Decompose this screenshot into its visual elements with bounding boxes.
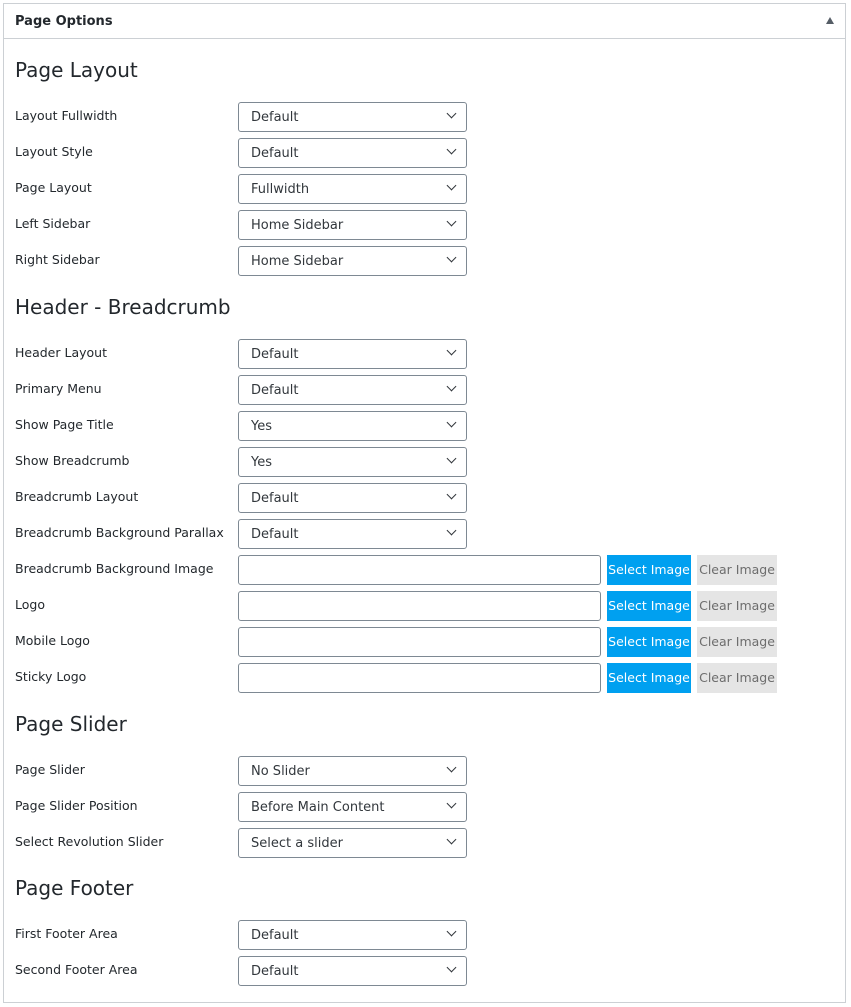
- field-label: First Footer Area: [15, 926, 118, 941]
- chevron-down-icon: [447, 346, 457, 356]
- field-primary-menu: [4, 375, 845, 405]
- breadcrumb-bg-image-input[interactable]: [238, 555, 601, 585]
- left-sidebar-select[interactable]: [238, 210, 467, 240]
- chevron-down-icon: [447, 217, 457, 227]
- select-value: Default: [251, 383, 299, 398]
- select-value: No Slider: [251, 764, 310, 779]
- field-show-page-title: [4, 411, 845, 441]
- field-breadcrumb-bg-parallax: [4, 519, 845, 549]
- field-label: Layout Style: [15, 144, 93, 159]
- chevron-down-icon: [447, 382, 457, 392]
- chevron-down-icon: [447, 927, 457, 937]
- select-value: Home Sidebar: [251, 254, 344, 269]
- chevron-down-icon: [447, 109, 457, 119]
- select-value: Before Main Content: [251, 800, 385, 815]
- field-label: Mobile Logo: [15, 633, 90, 648]
- layout-style-select[interactable]: [238, 138, 467, 168]
- select-image-button[interactable]: Select Image: [607, 591, 691, 621]
- page-options-panel: [3, 3, 846, 1003]
- field-right-sidebar: [4, 246, 845, 276]
- select-value: Fullwidth: [251, 182, 310, 197]
- field-label: Layout Fullwidth: [15, 108, 118, 123]
- select-value: Default: [251, 964, 299, 979]
- field-label: Page Layout: [15, 180, 92, 195]
- layout-fullwidth-select[interactable]: [238, 102, 467, 132]
- field-label: Left Sidebar: [15, 216, 91, 231]
- select-value: Default: [251, 347, 299, 362]
- field-left-sidebar: [4, 210, 845, 240]
- field-label: Breadcrumb Background Parallax: [15, 525, 224, 540]
- revolution-slider-select[interactable]: [238, 828, 467, 858]
- page-layout-select[interactable]: [238, 174, 467, 204]
- field-first-footer: [4, 920, 845, 950]
- field-label: Show Breadcrumb: [15, 453, 130, 468]
- field-page-slider: [4, 756, 845, 786]
- field-label: Right Sidebar: [15, 252, 100, 267]
- second-footer-select[interactable]: [238, 956, 467, 986]
- select-image-button[interactable]: Select Image: [607, 663, 691, 693]
- panel-title: Page Options: [15, 14, 113, 29]
- field-second-footer: [4, 956, 845, 986]
- field-layout-style: [4, 138, 845, 168]
- chevron-down-icon: [447, 835, 457, 845]
- select-value: Default: [251, 146, 299, 161]
- chevron-down-icon: [447, 799, 457, 809]
- mobile-logo-input[interactable]: [238, 627, 601, 657]
- collapse-arrow-icon[interactable]: [826, 17, 834, 24]
- chevron-down-icon: [447, 253, 457, 263]
- field-page-slider-position: [4, 792, 845, 822]
- select-value: Default: [251, 491, 299, 506]
- show-page-title-select[interactable]: [238, 411, 467, 441]
- select-value: Select a slider: [251, 836, 343, 851]
- chevron-down-icon: [447, 763, 457, 773]
- chevron-down-icon: [447, 963, 457, 973]
- primary-menu-select[interactable]: [238, 375, 467, 405]
- field-sticky-logo: [4, 663, 845, 693]
- select-value: Default: [251, 527, 299, 542]
- field-label: Page Slider Position: [15, 798, 138, 813]
- field-logo: [4, 591, 845, 621]
- field-label: Primary Menu: [15, 381, 102, 396]
- field-page-layout: [4, 174, 845, 204]
- sticky-logo-input[interactable]: [238, 663, 601, 693]
- field-show-breadcrumb: [4, 447, 845, 477]
- logo-input[interactable]: [238, 591, 601, 621]
- field-breadcrumb-layout: [4, 483, 845, 513]
- panel-header[interactable]: [4, 4, 845, 39]
- breadcrumb-layout-select[interactable]: [238, 483, 467, 513]
- field-label: Second Footer Area: [15, 962, 138, 977]
- select-image-button[interactable]: Select Image: [607, 627, 691, 657]
- select-value: Home Sidebar: [251, 218, 344, 233]
- section-heading-page-slider: Page Slider: [15, 712, 127, 736]
- chevron-down-icon: [447, 181, 457, 191]
- field-label: Breadcrumb Layout: [15, 489, 139, 504]
- chevron-down-icon: [447, 145, 457, 155]
- field-header-layout: [4, 339, 845, 369]
- clear-image-button[interactable]: Clear Image: [697, 663, 777, 693]
- field-label: Breadcrumb Background Image: [15, 561, 214, 576]
- field-label: Sticky Logo: [15, 669, 87, 684]
- field-breadcrumb-bg-image: [4, 555, 845, 585]
- field-label: Logo: [15, 597, 45, 612]
- select-value: Default: [251, 928, 299, 943]
- select-image-button[interactable]: Select Image: [607, 555, 691, 585]
- select-value: Yes: [251, 455, 272, 470]
- header-layout-select[interactable]: [238, 339, 467, 369]
- field-layout-fullwidth: [4, 102, 845, 132]
- field-label: Select Revolution Slider: [15, 834, 164, 849]
- field-revolution-slider: [4, 828, 845, 858]
- chevron-down-icon: [447, 490, 457, 500]
- chevron-down-icon: [447, 526, 457, 536]
- field-label: Page Slider: [15, 762, 85, 777]
- field-mobile-logo: [4, 627, 845, 657]
- page-slider-select[interactable]: [238, 756, 467, 786]
- show-breadcrumb-select[interactable]: [238, 447, 467, 477]
- first-footer-select[interactable]: [238, 920, 467, 950]
- clear-image-button[interactable]: Clear Image: [697, 555, 777, 585]
- page-slider-position-select[interactable]: [238, 792, 467, 822]
- select-value: Yes: [251, 419, 272, 434]
- right-sidebar-select[interactable]: [238, 246, 467, 276]
- clear-image-button[interactable]: Clear Image: [697, 591, 777, 621]
- select-value: Default: [251, 110, 299, 125]
- field-label: Header Layout: [15, 345, 107, 360]
- section-heading-page-layout: Page Layout: [15, 58, 138, 82]
- chevron-down-icon: [447, 454, 457, 464]
- field-label: Show Page Title: [15, 417, 114, 432]
- chevron-down-icon: [447, 418, 457, 428]
- clear-image-button[interactable]: Clear Image: [697, 627, 777, 657]
- breadcrumb-bg-parallax-select[interactable]: [238, 519, 467, 549]
- section-heading-page-footer: Page Footer: [15, 876, 134, 900]
- section-heading-header-breadcrumb: Header - Breadcrumb: [15, 295, 231, 319]
